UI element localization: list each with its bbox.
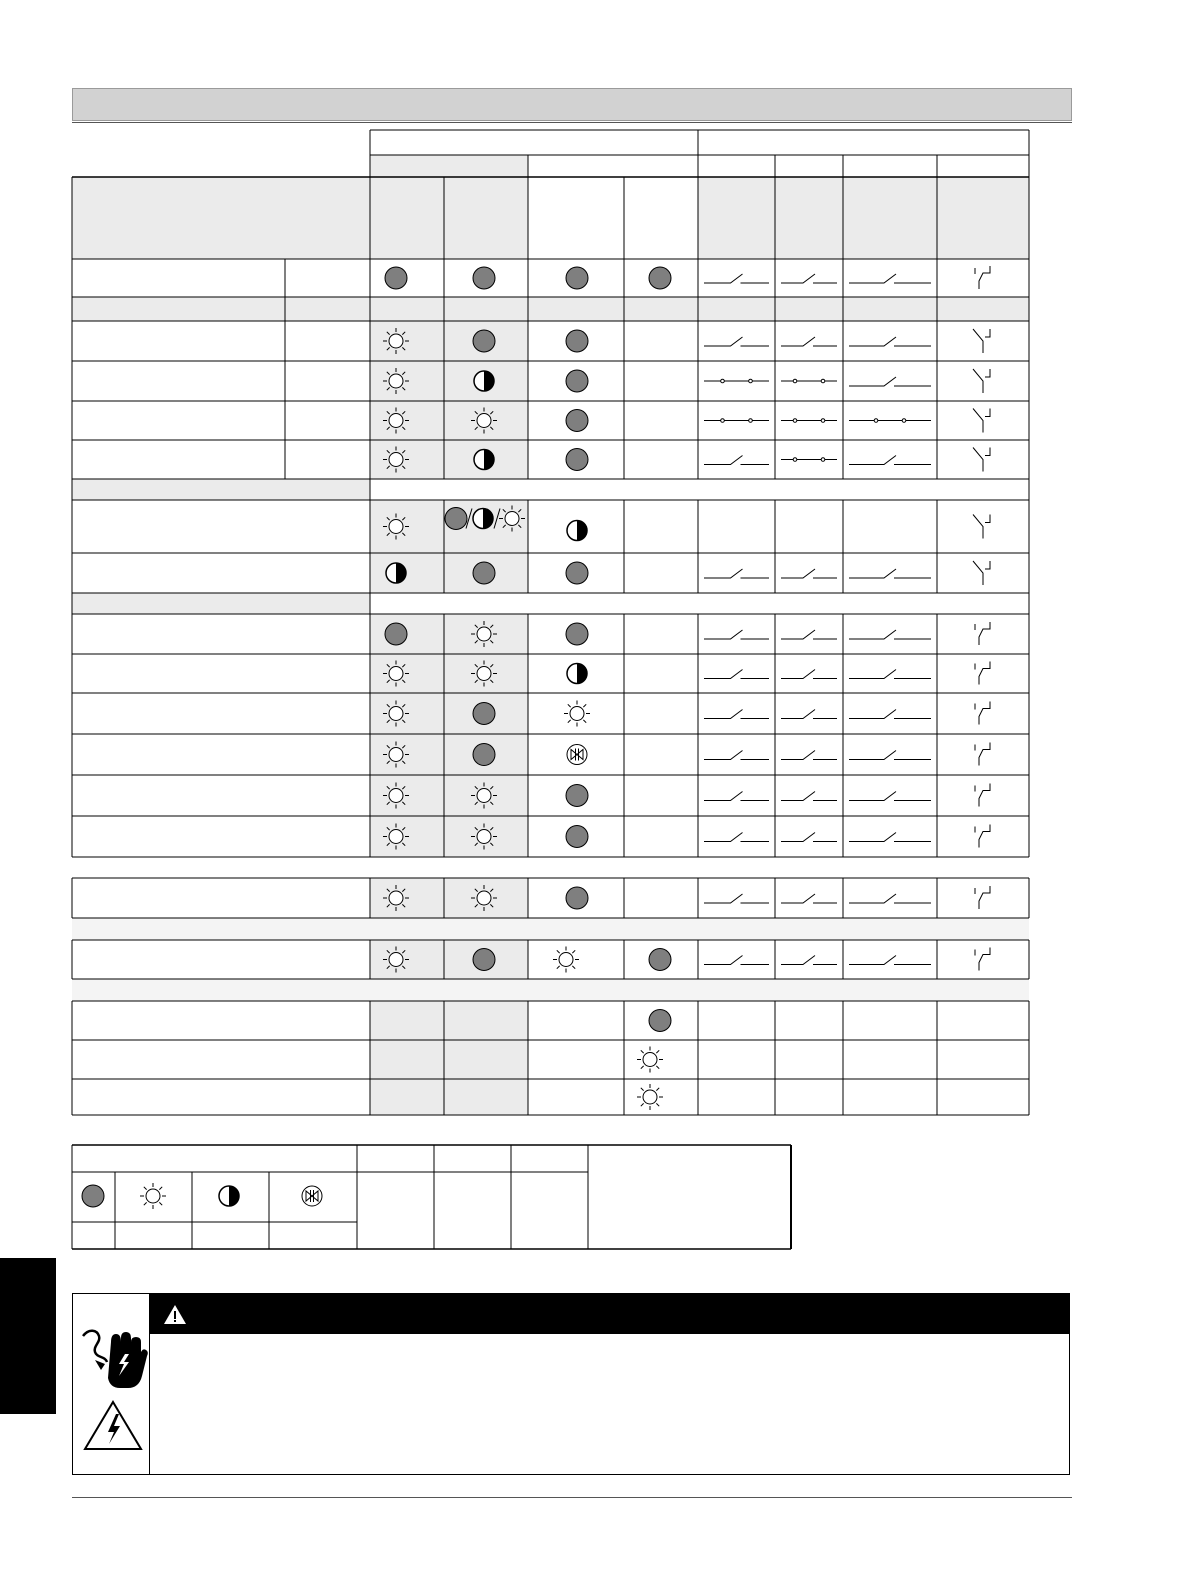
normally-closed-contact-icon (975, 662, 990, 685)
relay-open-contact-icon (704, 569, 769, 578)
relay-open-contact-icon (849, 792, 931, 801)
relay-open-contact-icon (849, 751, 931, 760)
group-row-gray (72, 593, 370, 614)
normally-closed-contact-icon (975, 948, 990, 971)
relay-open-contact-icon (849, 833, 931, 842)
lamp-on-icon (471, 885, 497, 911)
lamp-off-icon (566, 370, 588, 392)
lamp-off-icon (385, 623, 407, 645)
lamp-on-icon (383, 783, 409, 809)
lamp-on-icon (383, 514, 409, 540)
lamp-off-icon (566, 410, 588, 432)
relay-open-contact-icon (704, 274, 769, 283)
relay-open-contact-icon (704, 630, 769, 639)
relay-closed-contact-icon (781, 419, 837, 423)
lamp-off-icon (473, 267, 495, 289)
lamp-on-icon (383, 408, 409, 434)
relay-open-contact-icon (849, 956, 931, 965)
lamp-off-icon (473, 949, 495, 971)
relay-open-contact-icon (849, 710, 931, 719)
lamp-on-icon (383, 328, 409, 354)
lamp-on-icon (383, 885, 409, 911)
lamp-blink-icon (219, 1186, 239, 1206)
lamp-on-icon (383, 947, 409, 973)
relay-closed-contact-icon (849, 419, 931, 423)
normally-closed-open-icon (973, 561, 990, 585)
relay-open-contact-icon (781, 894, 837, 903)
lamp-off-icon (566, 449, 588, 471)
group-row-gray (72, 297, 1029, 321)
electric-shock-hand-icon (83, 1331, 148, 1388)
relay-open-contact-icon (781, 274, 837, 283)
warning-icon-column (73, 1294, 150, 1474)
lamp-off-icon (566, 785, 588, 807)
column-header-gray (698, 177, 1029, 259)
relay-closed-contact-icon (704, 379, 769, 383)
lamp-on-icon (383, 661, 409, 687)
normally-closed-open-icon (973, 448, 990, 472)
footer-rule (72, 1497, 1072, 1498)
lamp-on-icon (564, 701, 590, 727)
relay-open-contact-icon (704, 956, 769, 965)
lamp-blink-icon (386, 563, 406, 583)
lamp-off-icon (566, 330, 588, 352)
lamp-off-icon (649, 1010, 671, 1032)
lamp-on-icon (383, 701, 409, 727)
normally-closed-contact-icon (975, 266, 990, 289)
relay-open-contact-icon (781, 792, 837, 801)
caution-triangle-icon (163, 1304, 187, 1325)
lamp-on-icon (471, 621, 497, 647)
lamp-on-icon (637, 1047, 663, 1073)
lamp-alternate-icon (567, 745, 587, 765)
lamp-blink-icon (567, 664, 587, 684)
relay-open-contact-icon (704, 751, 769, 760)
relay-open-contact-icon (849, 670, 931, 679)
relay-open-contact-icon (849, 377, 931, 386)
normally-closed-open-icon (973, 409, 990, 433)
relay-open-contact-icon (704, 894, 769, 903)
status-gray-cell (370, 614, 528, 857)
lamp-off-icon (649, 267, 671, 289)
relay-open-contact-icon (704, 337, 769, 346)
lamp-off-icon (566, 623, 588, 645)
normally-closed-contact-icon (975, 702, 990, 725)
warning-header-bar (149, 1294, 1069, 1334)
relay-open-contact-icon (704, 670, 769, 679)
lamp-on-icon (383, 824, 409, 850)
relay-open-contact-icon (781, 569, 837, 578)
relay-open-contact-icon (704, 710, 769, 719)
relay-closed-contact-icon (781, 379, 837, 383)
normally-closed-contact-icon (975, 622, 990, 645)
normally-closed-open-icon (973, 515, 990, 539)
relay-open-contact-icon (704, 833, 769, 842)
lamp-blink-icon (473, 509, 493, 529)
lamp-off-icon (445, 508, 467, 530)
relay-open-contact-icon (849, 337, 931, 346)
relay-closed-contact-icon (704, 419, 769, 423)
relay-open-contact-icon (704, 792, 769, 801)
relay-open-contact-icon (781, 956, 837, 965)
relay-open-contact-icon (849, 456, 931, 465)
lamp-off-icon (649, 949, 671, 971)
spacer-row-gray (72, 918, 1029, 940)
column-header-gray (72, 177, 370, 259)
normally-closed-contact-icon (975, 743, 990, 766)
relay-open-contact-icon (704, 456, 769, 465)
relay-open-contact-icon (781, 337, 837, 346)
relay-open-contact-icon (781, 751, 837, 760)
lamp-blink-icon (474, 450, 494, 470)
relay-open-contact-icon (849, 569, 931, 578)
high-voltage-triangle-icon (85, 1402, 141, 1449)
lamp-on-icon (383, 368, 409, 394)
normally-closed-open-icon (973, 369, 990, 393)
lamp-on-icon (553, 947, 579, 973)
relay-closed-contact-icon (781, 458, 837, 462)
lamp-on-icon (383, 742, 409, 768)
spacer-row-gray (72, 979, 1029, 1001)
relay-open-contact-icon (781, 710, 837, 719)
lamp-off-icon (473, 562, 495, 584)
lamp-blink-icon (474, 371, 494, 391)
lamp-on-icon (471, 824, 497, 850)
normally-closed-contact-icon (975, 825, 990, 848)
normally-closed-open-icon (973, 329, 990, 353)
lamp-off-icon (473, 744, 495, 766)
lamp-off-icon (473, 330, 495, 352)
lamp-off-icon (566, 562, 588, 584)
lamp-off-icon (473, 703, 495, 725)
lamp-off-icon (82, 1185, 104, 1207)
lamp-on-icon (140, 1183, 166, 1209)
relay-open-contact-icon (849, 630, 931, 639)
status-gray-cell (370, 1001, 528, 1115)
lamp-on-icon (471, 408, 497, 434)
lamp-off-icon (385, 267, 407, 289)
lamp-on-icon (471, 661, 497, 687)
relay-open-contact-icon (849, 274, 931, 283)
subheader-gray-cell (370, 155, 528, 177)
lamp-blink-icon (567, 521, 587, 541)
relay-open-contact-icon (781, 630, 837, 639)
normally-closed-contact-icon (975, 784, 990, 807)
warning-box (72, 1293, 1070, 1475)
column-header-gray (370, 177, 528, 259)
normally-closed-contact-icon (975, 886, 990, 909)
lamp-on-icon (499, 506, 525, 532)
lamp-on-icon (471, 783, 497, 809)
lamp-on-icon (637, 1084, 663, 1110)
group-row-gray (72, 479, 370, 500)
relay-open-contact-icon (781, 833, 837, 842)
lamp-off-icon (566, 887, 588, 909)
lamp-off-icon (566, 826, 588, 848)
lamp-off-icon (566, 267, 588, 289)
relay-open-contact-icon (781, 670, 837, 679)
side-thumb-tab (0, 1258, 56, 1414)
lamp-on-icon (383, 447, 409, 473)
lamp-alternate-icon (302, 1186, 322, 1206)
relay-open-contact-icon (849, 894, 931, 903)
